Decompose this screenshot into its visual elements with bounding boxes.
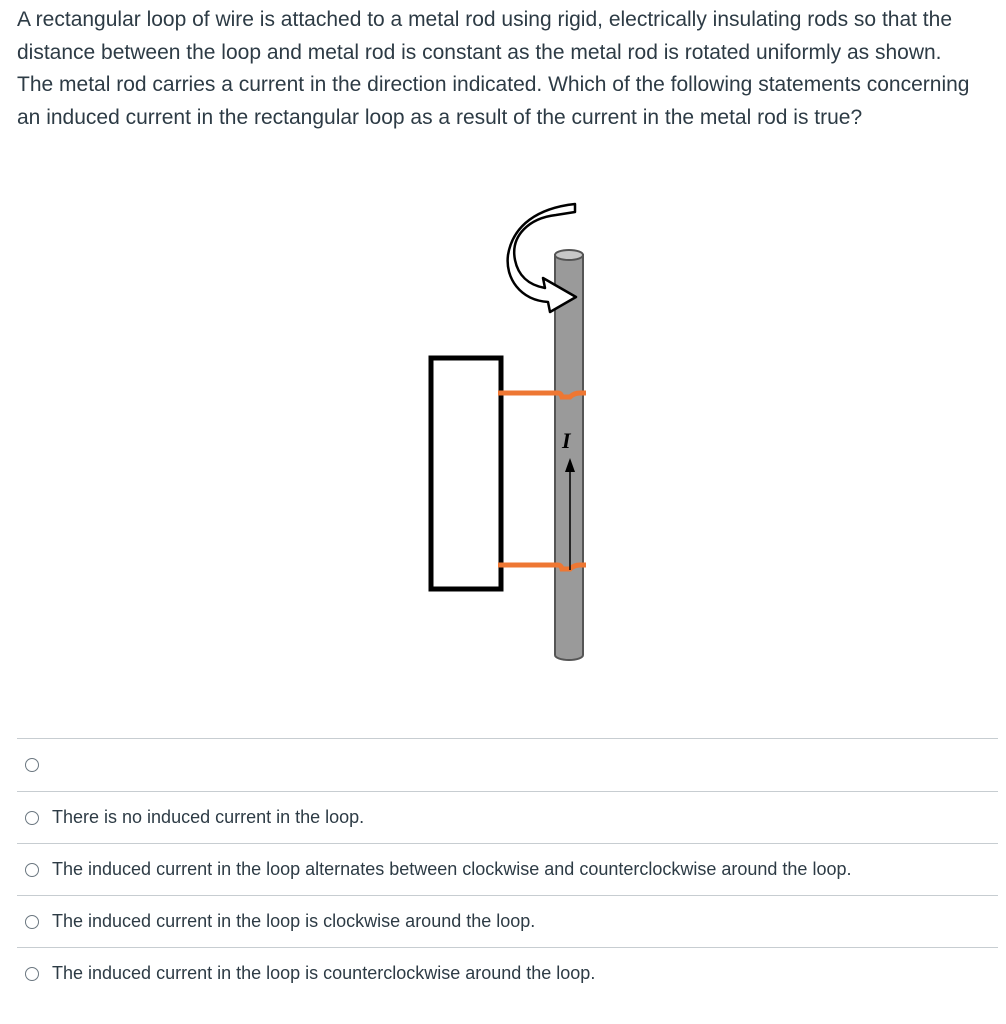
rectangular-loop [431, 358, 501, 589]
answer-option-blank[interactable] [17, 738, 998, 791]
current-label: I [562, 428, 571, 453]
answer-label: There is no induced current in the loop. [52, 807, 365, 827]
answer-option-counterclockwise[interactable] [17, 947, 998, 999]
top-insulating-rod [498, 393, 586, 397]
bottom-insulating-rod [498, 565, 586, 569]
rod-loop-figure [410, 200, 610, 670]
answer-label: The induced current in the loop alternates between clockwise and counterclockwise around the loop. [52, 859, 852, 879]
radio-button[interactable] [25, 915, 39, 929]
radio-button[interactable] [25, 811, 39, 825]
radio-button[interactable] [25, 863, 39, 877]
answer-label: The induced current in the loop is clockwise around the loop. [52, 911, 536, 931]
answer-option-no-induced-current[interactable] [17, 791, 998, 843]
radio-button[interactable] [25, 967, 39, 981]
radio-button[interactable] [25, 758, 39, 772]
answer-option-clockwise[interactable] [17, 895, 998, 947]
question-text: A rectangular loop of wire is attached to a metal rod using rigid, electrically insulating rods so that the distance between the loop and metal rod is constant as the metal rod is rotated uniformly as shown. The metal rod carries a current in the direction indicated. Which of the following statements concerning an induced current in the rectangular loop as a result of the current in the metal rod is true? [17, 8, 970, 129]
answer-option-alternates[interactable] [17, 843, 998, 895]
answer-list [17, 738, 998, 999]
metal-rod [555, 250, 583, 660]
answer-label: The induced current in the loop is counterclockwise around the loop. [52, 963, 596, 983]
